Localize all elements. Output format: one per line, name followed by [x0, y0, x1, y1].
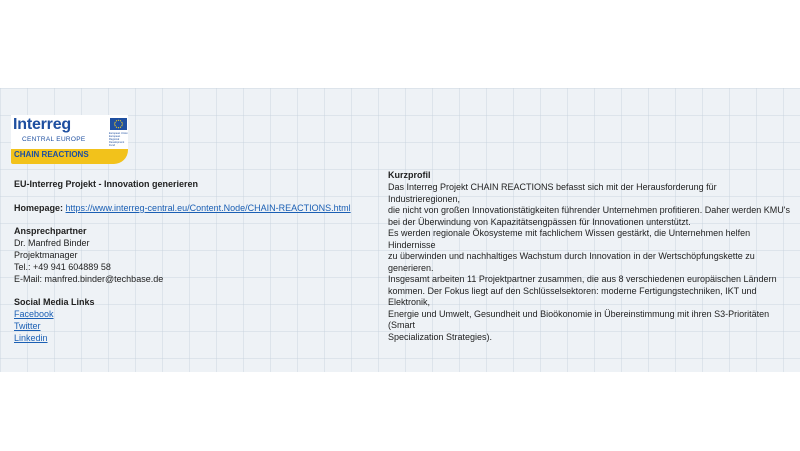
contact-name: Dr. Manfred Binder	[14, 238, 90, 248]
profile-line: zu überwinden und nachhaltiges Wachstum durch Innovation in der Wertschöpfungskette zu generieren.	[388, 251, 755, 273]
contact-email: E-Mail: manfred.binder@techbase.de	[14, 274, 164, 284]
profile-line: Specialization Strategies).	[388, 331, 493, 342]
twitter-link[interactable]: Twitter	[14, 321, 41, 331]
contact-heading: Ansprechpartner	[14, 226, 87, 236]
homepage-link[interactable]: https://www.interreg-central.eu/Content.Node/CHAIN-REACTIONS.html	[65, 203, 351, 213]
social-link-linkedin[interactable]	[14, 333, 48, 345]
profile-line: Energie und Umwelt, Gesundheit und Bioökonomie in Übereinstimmung mit ihren S3-Prioritäten (Smart	[388, 308, 770, 330]
logo-project-name: CHAIN REACTIONS	[14, 150, 89, 159]
linkedin-link[interactable]: Linkedin	[14, 333, 48, 343]
profile-line: die nicht von großen Innovationstätigkeiten führender Unternehmen profitieren. Daher werden KMU's	[388, 205, 790, 215]
eu-fund-text: European Union European Regional Development Fund	[109, 132, 128, 147]
profile-line: kommen. Der Fokus liegt auf den Schlüsselsektoren: moderne Fertigungstechniken, IKT und Elektronik,	[388, 285, 757, 307]
social-link-facebook[interactable]	[14, 309, 54, 321]
homepage-row	[14, 203, 351, 215]
contact-role: Projektmanager	[14, 250, 78, 260]
profile-text	[388, 182, 790, 343]
interreg-chain-reactions-logo	[11, 115, 128, 164]
profile-line: Es werden regionale Ökosysteme mit fachlichem Wissen gestärkt, die Unternehmen helfen Hindernisse	[388, 228, 751, 250]
social-link-twitter[interactable]	[14, 321, 41, 333]
profile-line: Das Interreg Projekt CHAIN REACTIONS befasst sich mit der Herausforderung für Industrieregionen,	[388, 182, 717, 204]
facebook-link[interactable]: Facebook	[14, 309, 54, 319]
logo-wordmark: Interreg	[13, 116, 71, 133]
homepage-label: Homepage:	[14, 203, 64, 213]
social-heading: Social Media Links	[14, 297, 95, 307]
profile-heading: Kurzprofil	[388, 170, 431, 180]
logo-region: CENTRAL EUROPE	[22, 136, 86, 143]
eu-flag-icon	[110, 118, 127, 130]
contact-phone: Tel.: +49 941 604889 58	[14, 262, 111, 272]
project-title: EU-Interreg Projekt - Innovation generieren	[14, 179, 199, 189]
profile-line: bei der Überwindung von Kapazitätsengpässen für Innovationen unterstützt.	[388, 216, 691, 227]
profile-line: Insgesamt arbeiten 11 Projektpartner zusammen, die aus 8 verschiedenen europäischen Ländern	[388, 274, 777, 284]
